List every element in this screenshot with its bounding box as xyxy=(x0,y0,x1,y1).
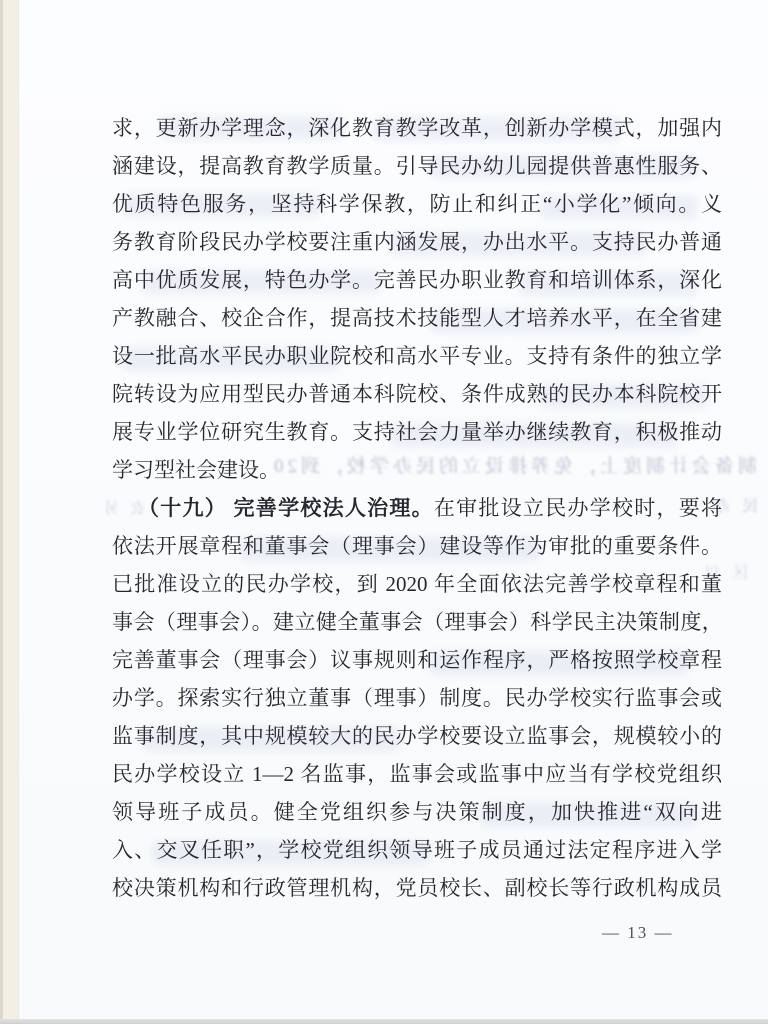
scan-left-edge xyxy=(0,0,18,1024)
scan-bottom-edge xyxy=(0,1019,768,1024)
body-line: 学习型社会建设。 xyxy=(112,458,280,482)
body-line: 监事制度，其中规模较大的民办学校要设立监事会，规模较小的 xyxy=(112,724,722,748)
body-line: 领导班子成员。健全党组织参与决策制度，加快推进“双向进 xyxy=(112,800,722,824)
clause-19-heading: （十九） 完善学校法人治理。 xyxy=(138,496,434,520)
bleed-through-text: 制备会计制度上，免养排设立的民办学校，到20 xyxy=(269,456,757,477)
body-line: 高中优质发展，特色办学。完善民办职业教育和培训体系，深化 xyxy=(112,268,722,292)
body-line: 入、交叉任职”，学校党组织领导班子成员通过法定程序进入学 xyxy=(112,838,722,862)
body-line: 设一批高水平民办职业院校和高水平专业。支持有条件的独立学 xyxy=(112,344,722,368)
body-line: 校决策机构和行政管理机构，党员校长、副校长等行政机构成员 xyxy=(112,876,722,900)
body-line: 民办学校设立 1—2 名监事，监事会或监事中应当有学校党组织 xyxy=(112,762,722,786)
bleed-through-text: 民 办 xyxy=(710,498,759,515)
page-number: — 13 — xyxy=(602,923,674,942)
body-line: 事会（理事会）。建立健全董事会（理事会）科学民主决策制度， xyxy=(112,610,722,634)
body-line: 院转设为应用型民办普通本科院校、条件成熟的民办本科院校开 xyxy=(112,382,722,406)
body-line: 涵建设，提高教育教学质量。引导民办幼儿园提供普惠性服务、 xyxy=(112,154,722,178)
document-body xyxy=(112,109,722,907)
body-line: 完善董事会（理事会）议事规则和运作程序，严格按照学校章程 xyxy=(112,648,722,672)
body-line: 产教融合、校企合作，提高技术技能型人才培养水平，在全省建 xyxy=(112,306,722,330)
body-line: 展专业学位研究生教育。支持社会力量举办继续教育，积极推动 xyxy=(112,420,722,444)
clause-19-heading-rest: 在审批设立民办学校时，要将 xyxy=(433,496,723,520)
body-line: 已批准设立的民办学校，到 2020 年全面依法完善学校章程和董 xyxy=(112,572,722,596)
body-line: 务教育阶段民办学校要注重内涵发展，办出水平。支持民办普通 xyxy=(112,230,722,254)
bleed-through-text: 区 以 xyxy=(700,565,749,582)
body-line: 求，更新办学理念，深化教育教学改革，创新办学模式，加强内 xyxy=(112,116,722,140)
body-line: 依法开展章程和董事会（理事会）建设等作为审批的重要条件。 xyxy=(112,534,722,558)
body-line: 办学。探索实行独立董事（理事）制度。民办学校实行监事会或 xyxy=(112,686,722,710)
bleed-through-text: 衣 另 xyxy=(100,501,146,517)
clause-19-heading-line xyxy=(112,489,722,527)
body-line: 优质特色服务，坚持科学保教，防止和纠正“小学化”倾向。义 xyxy=(112,192,722,216)
